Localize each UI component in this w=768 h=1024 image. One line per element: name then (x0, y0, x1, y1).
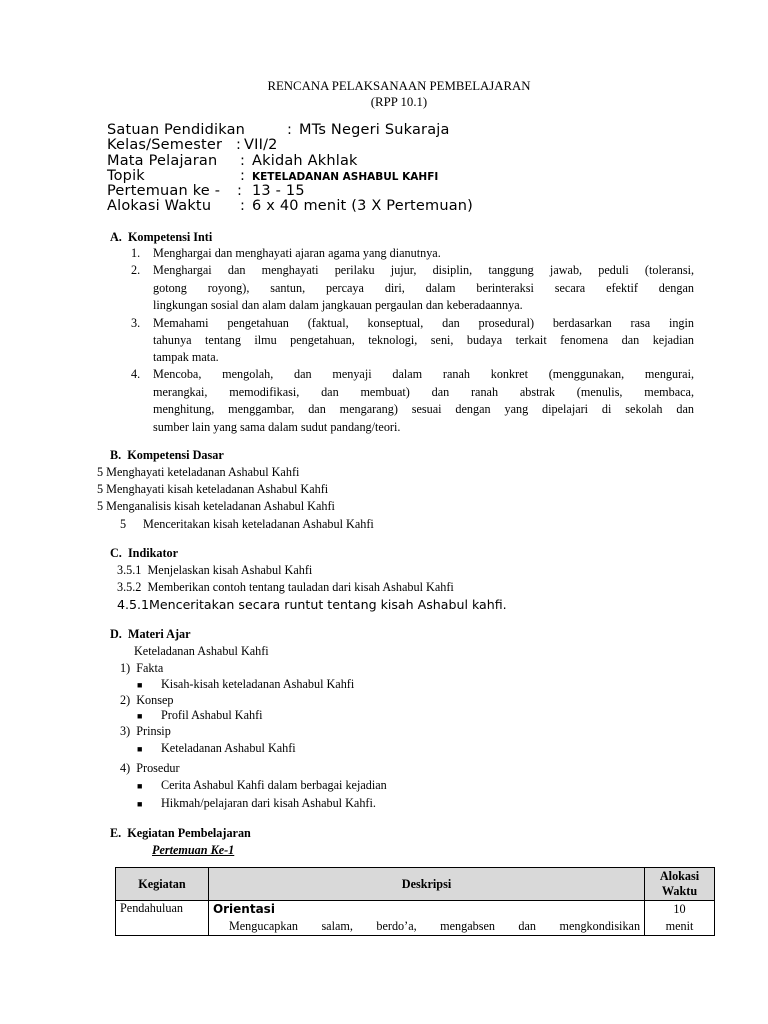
cell-alokasi-value: 10 (673, 902, 686, 916)
identity-value: VII/2 (244, 137, 278, 153)
materi-bullet: Kisah-kisah keteladanan Ashabul Kahfi (161, 677, 355, 691)
ki-line: sumber lain yang sama dalam sudut pandang/teori. (153, 420, 401, 434)
materi-group-label: 3) Prinsip (120, 724, 171, 738)
indikator-item: 3.5.2 Memberikan contoh tentang tauladan dari kisah Ashabul Kahfi (117, 580, 454, 594)
kd-item: Menceritakan kisah keteladanan Ashabul Kahfi (143, 517, 374, 531)
identity-label: Mata Pelajaran (107, 153, 218, 169)
materi-bullet: Keteladanan Ashabul Kahfi (161, 741, 296, 755)
ki-line: tahunya tentang ilmu pengetahuan, teknologi, seni, budaya terkait fenomena dan kejadian (153, 333, 694, 347)
identity-sep: : (240, 153, 246, 169)
ki-line: lingkungan sosial dan alam dalam jangkauan pergaulan dan keberadaannya. (153, 298, 523, 312)
bullet-icon: ■ (137, 744, 143, 754)
bullet-icon: ■ (137, 680, 143, 690)
meeting-title: Pertemuan Ke-1 (152, 843, 235, 857)
identity-label: Pertemuan ke - (107, 183, 221, 199)
doc-title: RENCANA PELAKSANAAN PEMBELAJARAN (267, 79, 531, 93)
ki-line: tampak mata. (153, 350, 219, 364)
ki-line: merangkai, memodifikasi, dan membuat) dan ranah abstrak (menulis, membaca, (153, 385, 694, 399)
materi-intro: Keteladanan Ashabul Kahfi (134, 644, 269, 658)
materi-group-label: 1) Fakta (120, 661, 164, 675)
header-kegiatan: Kegiatan (116, 868, 209, 901)
identity-value: 13 - 15 (252, 183, 305, 199)
kd-item: 5 Menganalisis kisah keteladanan Ashabul Kahfi (97, 499, 335, 513)
section-b-heading: B. Kompetensi Dasar (110, 448, 224, 462)
cell-subheading: Orientasi (212, 902, 275, 916)
ki-line: Mencoba, mengolah, dan menyaji dalam ranah konkret (menggunakan, mengurai, (153, 367, 694, 381)
doc-subtitle: (RPP 10.1) (370, 95, 428, 109)
identity-value: KETELADANAN ASHABUL KAHFI (252, 171, 439, 183)
ki-line: Memahami pengetahuan (faktual, konseptual, dan prosedural) berdasarkan rasa ingin (153, 316, 694, 330)
identity-label: Satuan Pendidikan (107, 122, 246, 138)
identity-value: Akidah Akhlak (252, 153, 358, 169)
materi-bullet: Profil Ashabul Kahfi (161, 708, 263, 722)
ki-line: menghitung, menggambar, dan mengarang) sesuai dengan yang dipelajari di sekolah dan (153, 402, 694, 416)
ki-number: 4. (131, 367, 141, 381)
materi-group-label: 4) Prosedur (120, 761, 180, 775)
identity-label: Topik (107, 168, 145, 184)
ki-number: 3. (131, 316, 141, 330)
kd-item-number: 5 (120, 517, 127, 531)
bullet-icon: ■ (137, 711, 143, 721)
bullet-icon: ■ (137, 799, 143, 809)
section-e-heading: E. Kegiatan Pembelajaran (110, 826, 251, 840)
identity-sep: : (287, 122, 293, 138)
identity-sep: : (236, 137, 242, 153)
kd-item: 5 Menghayati keteladanan Ashabul Kahfi (97, 465, 300, 479)
ki-number: 2. (131, 263, 141, 277)
header-deskripsi: Deskripsi (208, 868, 644, 901)
materi-bullet: Cerita Ashabul Kahfi dalam berbagai kejadian (161, 778, 387, 792)
identity-value: MTs Negeri Sukaraja (299, 122, 450, 138)
section-d-heading: D. Materi Ajar (110, 627, 191, 641)
cell-alokasi (645, 901, 715, 936)
identity-sep: : (240, 198, 246, 214)
kd-item: 5 Menghayati kisah keteladanan Ashabul Kahfi (97, 482, 329, 496)
identity-sep: : (237, 183, 243, 199)
cell-kegiatan: Pendahuluan (116, 901, 209, 936)
table-row (116, 901, 715, 936)
header-alokasi (645, 868, 715, 901)
ki-line: Menghargai dan menghayati ajaran agama yang dianutnya. (153, 246, 441, 260)
ki-number: 1. (131, 246, 141, 260)
section-c-heading: C. Indikator (110, 546, 179, 560)
ki-line: Menghargai dan menghayati perilaku jujur, disiplin, tanggung jawab, peduli (toleransi, (153, 263, 694, 277)
materi-bullet: Hikmah/pelajaran dari kisah Ashabul Kahfi. (161, 796, 376, 810)
identity-sep: : (240, 168, 246, 184)
materi-group-label: 2) Konsep (120, 693, 174, 707)
header-alokasi-line1: Alokasi (659, 869, 700, 883)
ki-line: gotong royong), santun, percaya diri, dalam berinteraksi secara efektif dengan (153, 281, 694, 295)
indikator-item: 3.5.1 Menjelaskan kisah Ashabul Kahfi (117, 563, 313, 577)
identity-label: Kelas/Semester (107, 137, 223, 153)
section-a-heading: A. Kompetensi Inti (110, 230, 213, 244)
header-alokasi-line2: Waktu (661, 884, 698, 898)
bullet-icon: ■ (137, 781, 143, 791)
identity-value: 6 x 40 menit (3 X Pertemuan) (252, 198, 474, 214)
cell-deskripsi (208, 901, 644, 936)
indikator-item: 4.5.1Menceritakan secara runtut tentang kisah Ashabul kahfi. (117, 597, 507, 612)
table-header-row (116, 868, 715, 901)
cell-alokasi-unit: menit (665, 919, 694, 933)
identity-label: Alokasi Waktu (107, 198, 212, 214)
cell-text: Mengucapkan salam, berdo’a, mengabsen dan mengkondisikan (228, 919, 641, 933)
kegiatan-table (115, 867, 715, 936)
